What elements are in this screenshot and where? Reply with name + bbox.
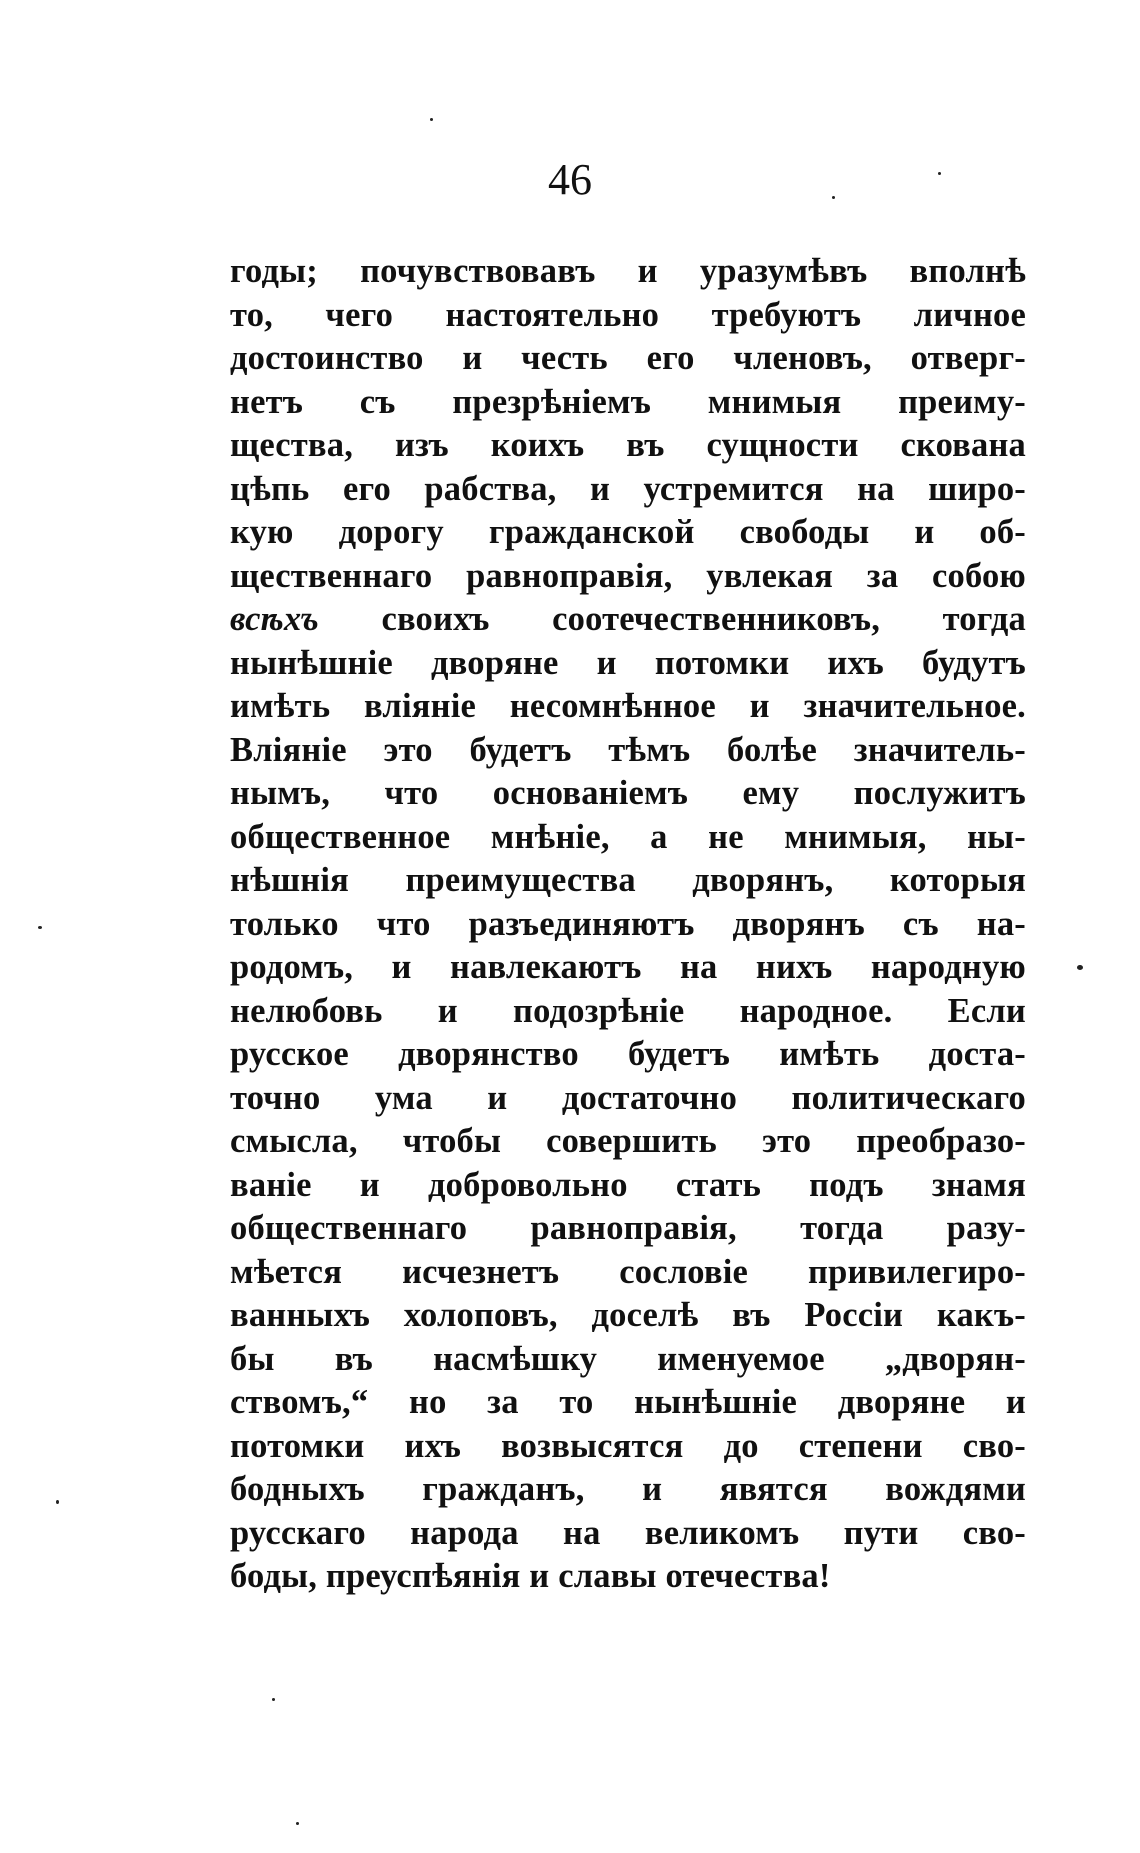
emphasis-word: всѣхъ	[230, 600, 319, 638]
page-number: 46	[548, 155, 592, 204]
text-line-content: мѣется исчезнетъ сословіе привилегиро-	[230, 1252, 1026, 1291]
text-line-content: русское дворянство будетъ имѣть доста-	[230, 1035, 1026, 1073]
body-text	[230, 250, 1026, 1599]
text-line	[230, 1120, 1026, 1164]
text-line-content: потомки ихъ возвысятся до степени сво-	[230, 1426, 1026, 1465]
text-line	[230, 642, 1026, 686]
scan-speck	[832, 196, 835, 199]
text-line	[230, 1555, 1026, 1599]
text-line	[230, 685, 1026, 729]
text-line	[230, 555, 1026, 599]
text-line	[230, 729, 1026, 773]
text-line-content: нелюбовь и подозрѣніе народное. Если	[230, 991, 1026, 1030]
text-line-content: русскаго народа на великомъ пути сво-	[230, 1513, 1026, 1552]
text-line	[230, 1077, 1026, 1121]
text-line	[230, 1164, 1026, 1208]
text-line-content: ванныхъ холоповъ, доселѣ въ Россіи какъ-	[230, 1296, 1026, 1334]
text-line-content: своихъ соотечественниковъ, тогда	[318, 600, 1026, 638]
text-line	[230, 859, 1026, 903]
text-line-content: кую дорогу гражданской свободы и об-	[230, 513, 1026, 551]
text-line	[230, 1294, 1026, 1338]
text-line	[230, 468, 1026, 512]
text-line-content: общественное мнѣніе, а не мнимыя, ны-	[230, 817, 1026, 856]
scan-speck	[296, 1822, 299, 1825]
text-line-content: то, чего настоятельно требуютъ личное	[230, 295, 1026, 334]
text-line-content: нетъ съ презрѣніемъ мнимыя преиму-	[230, 382, 1026, 421]
text-line	[230, 250, 1026, 294]
text-line-content: Вліяніе это будетъ тѣмъ болѣе значитель-	[230, 730, 1026, 769]
text-line	[230, 381, 1026, 425]
text-line	[230, 1381, 1026, 1425]
text-line-content: достоинство и честь его членовъ, отверг-	[230, 339, 1026, 377]
text-line	[230, 1468, 1026, 1512]
text-line	[230, 816, 1026, 860]
scan-speck	[1077, 965, 1083, 970]
text-line	[230, 598, 1026, 642]
text-line	[230, 424, 1026, 468]
text-line	[230, 772, 1026, 816]
text-line-content: ваніе и добровольно стать подъ знамя	[230, 1165, 1026, 1204]
text-line-content: родомъ, и навлекаютъ на нихъ народную	[230, 948, 1026, 986]
text-line-content: нѣшнія преимущества дворянъ, которыя	[230, 861, 1026, 899]
text-line-content: смысла, чтобы совершить это преобразо-	[230, 1122, 1026, 1160]
text-line	[230, 294, 1026, 338]
text-line-content: только что разъединяютъ дворянъ съ на-	[230, 904, 1026, 943]
text-line	[230, 337, 1026, 381]
scan-speck	[38, 926, 42, 929]
scan-speck	[938, 172, 941, 175]
scan-speck	[56, 1500, 59, 1504]
text-line-content: бодныхъ гражданъ, и явятся вождями	[230, 1470, 1026, 1508]
scan-speck	[430, 118, 433, 121]
text-line	[230, 903, 1026, 947]
text-line-content: общественнаго равноправія, тогда разу-	[230, 1209, 1026, 1247]
text-line-content: щественнаго равноправія, увлекая за собою	[230, 556, 1026, 595]
text-line-content: бы въ насмѣшку именуемое „дворян-	[230, 1339, 1026, 1378]
text-line-content: щества, изъ коихъ въ сущности скована	[230, 426, 1026, 464]
text-line	[230, 946, 1026, 990]
text-line	[230, 1338, 1026, 1382]
text-line	[230, 1207, 1026, 1251]
text-line-content: нымъ, что основаніемъ ему послужитъ	[230, 774, 1026, 812]
text-line-content: точно ума и достаточно политическаго	[230, 1078, 1026, 1117]
text-line	[230, 990, 1026, 1034]
text-line	[230, 511, 1026, 555]
text-line	[230, 1512, 1026, 1556]
text-line-content: нынѣшніе дворяне и потомки ихъ будутъ	[230, 643, 1026, 682]
text-line-content: ствомъ,“ но за то нынѣшніе дворяне и	[230, 1383, 1026, 1421]
text-line-content: боды, преуспѣянія и славы отечества!	[230, 1557, 831, 1595]
text-line	[230, 1425, 1026, 1469]
scan-speck	[272, 1698, 275, 1701]
text-line	[230, 1251, 1026, 1295]
text-line-content: цѣпь его рабства, и устремится на широ-	[230, 469, 1026, 508]
text-line-content: имѣть вліяніе несомнѣнное и значительное.	[230, 687, 1026, 725]
text-line-content: годы; почувствовавъ и уразумѣвъ вполнѣ	[230, 252, 1026, 290]
text-line	[230, 1033, 1026, 1077]
